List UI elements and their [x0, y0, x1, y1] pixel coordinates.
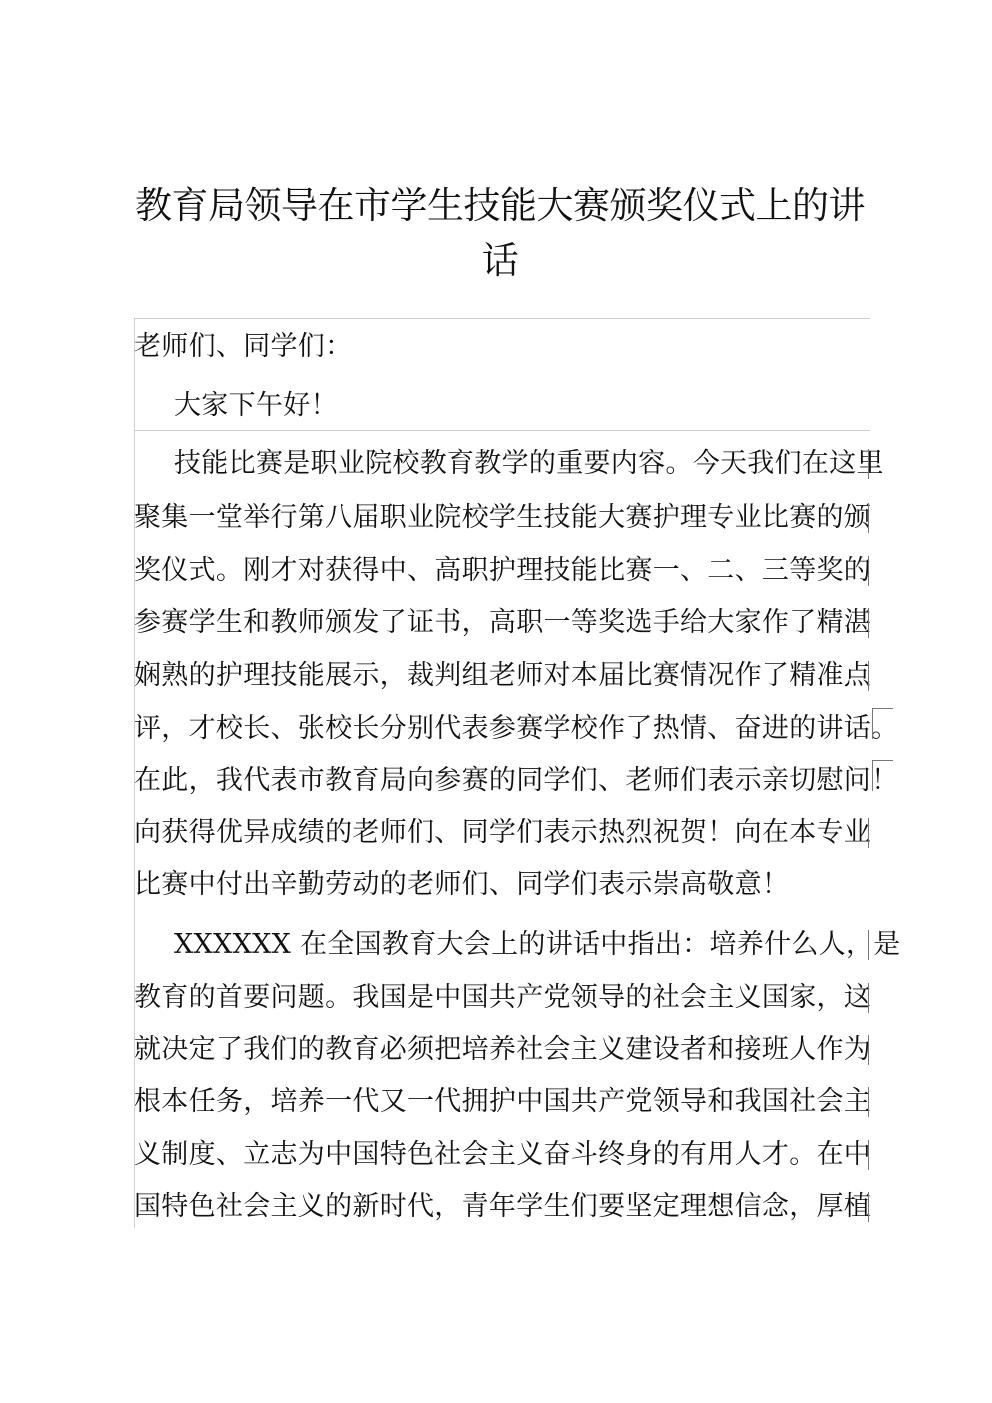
salutation: 老师们、同学们： — [134, 331, 353, 362]
paragraph-line: 根本任务，培养一代又一代拥护中国共产党领导和我国社会主 — [134, 1086, 872, 1117]
margin-tick — [868, 818, 869, 848]
margin-box-mark — [872, 760, 893, 791]
paragraph-line: 就决定了我们的教育必须把培养社会主义建设者和接班人作为 — [134, 1034, 872, 1065]
margin-box-mark — [872, 708, 893, 739]
margin-tick — [868, 449, 869, 479]
margin-tick — [868, 983, 869, 1013]
paragraph-line: 参赛学生和教师颁发了证书，高职一等奖选手给大家作了精湛 — [134, 607, 872, 638]
document-title — [120, 178, 880, 288]
margin-tick — [868, 608, 869, 638]
paragraph-line: 评，才校长、张校长分别代表参赛学校作了热情、奋进的讲话。 — [134, 713, 899, 744]
paragraph-line: 娴熟的护理技能展示，裁判组老师对本届比赛情况作了精准点 — [134, 660, 872, 691]
greeting: 大家下午好！ — [174, 390, 338, 421]
margin-tick — [868, 556, 869, 586]
paragraph-line: 国特色社会主义的新时代，青年学生们要坚定理想信念，厚植 — [134, 1191, 872, 1222]
paragraph-line: 向获得优异成绩的老师们、同学们表示热烈祝贺！向在本专业 — [134, 817, 872, 848]
title-line-2: 话 — [481, 239, 519, 282]
paragraph-line: 技能比赛是职业院校教育教学的重要内容。今天我们在这里 — [174, 448, 884, 479]
paragraph-line: 义制度、立志为中国特色社会主义奋斗终身的有用人才。在中 — [134, 1139, 872, 1170]
frame-top-rule — [134, 318, 870, 319]
margin-tick — [868, 1140, 869, 1170]
margin-tick — [868, 503, 869, 533]
paragraph-line: 教育的首要问题。我国是中国共产党领导的社会主义国家，这 — [134, 982, 872, 1013]
margin-tick — [868, 661, 869, 691]
margin-tick — [868, 1192, 869, 1222]
margin-tick — [868, 930, 869, 960]
margin-tick — [868, 1035, 869, 1065]
paragraph-line: 奖仪式。刚才对获得中、高职护理技能比赛一、二、三等奖的 — [134, 555, 872, 586]
paragraph-line: 在此，我代表市教育局向参赛的同学们、老师们表示亲切慰问！ — [134, 765, 899, 796]
paragraph-line: XXXXXX 在全国教育大会上的讲话中指出：培养什么人，是 — [174, 929, 901, 960]
margin-tick — [868, 1087, 869, 1117]
title-line-1: 教育局领导在市学生技能大赛颁奖仪式上的讲 — [135, 184, 865, 227]
paragraph-line: 比赛中付出辛勤劳动的老师们、同学们表示崇高敬意！ — [134, 869, 790, 900]
section-divider — [134, 430, 870, 431]
paragraph-line: 聚集一堂举行第八届职业院校学生技能大赛护理专业比赛的颁 — [134, 502, 872, 533]
